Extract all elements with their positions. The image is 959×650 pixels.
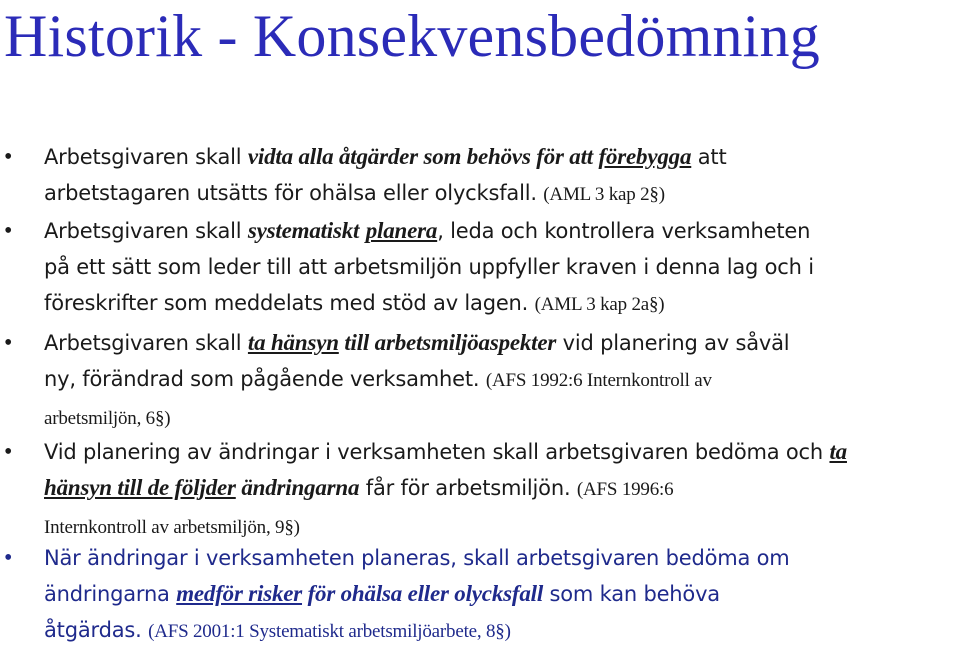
text-run: Arbetsgivaren skall bbox=[44, 145, 248, 169]
text-run: ändringarna bbox=[44, 582, 177, 606]
text-run: föreskrifter som meddelats med stöd av lagen. bbox=[44, 291, 535, 315]
emphasis-text: systematiskt bbox=[247, 218, 360, 243]
law-reference: (AFS 2001:1 Systematiskt arbetsmiljöarbete, 8§) bbox=[148, 621, 511, 642]
text-run: får för arbetsmiljön. bbox=[359, 476, 577, 500]
bullet-text bbox=[44, 213, 947, 323]
emphasis-text: ändringarna bbox=[235, 475, 360, 500]
text-run: ny, förändrad som pågående verksamhet. bbox=[44, 367, 486, 391]
bullet-dot: • bbox=[4, 144, 13, 170]
emphasis-underlined-text: förebygga bbox=[598, 144, 692, 169]
emphasis-text: till arbetsmiljöaspekter bbox=[338, 330, 557, 355]
emphasis-text: vidta alla åtgärder som behövs för att bbox=[247, 144, 599, 169]
bullet-dot: • bbox=[4, 439, 13, 465]
text-line: på ett sätt som leder till att arbetsmiljön uppfyller kraven i denna lag och i bbox=[44, 255, 814, 279]
text-run: vid planering av såväl bbox=[556, 331, 790, 355]
text-run: som kan behöva bbox=[543, 582, 720, 606]
emphasis-underlined-text: hänsyn till de följder bbox=[44, 475, 236, 500]
bullet-text bbox=[44, 325, 947, 437]
text-line: När ändringar i verksamheten planeras, skall arbetsgivaren bedöma om bbox=[44, 546, 790, 570]
law-reference: (AFS 1996:6 bbox=[576, 479, 674, 500]
bullet-text bbox=[44, 139, 947, 213]
emphasis-underlined-text: ta hänsyn bbox=[247, 330, 339, 355]
text-run: åtgärdas. bbox=[44, 618, 149, 642]
law-reference: (AFS 1992:6 Internkontroll av bbox=[485, 370, 712, 391]
bullet-dot: • bbox=[4, 218, 13, 244]
text-run: arbetstagaren utsätts för ohälsa eller olycksfall. bbox=[44, 181, 544, 205]
law-reference: (AML 3 kap 2a§) bbox=[534, 294, 665, 315]
emphasis-underlined-text: ta bbox=[829, 439, 847, 464]
bullet-dot: • bbox=[4, 330, 13, 356]
emphasis-underlined-text: medför risker bbox=[176, 581, 303, 606]
text-run: Vid planering av ändringar i verksamheten skall arbetsgivaren bedöma och bbox=[44, 440, 830, 464]
text-run: att bbox=[691, 145, 727, 169]
bullet-dot: • bbox=[4, 545, 13, 571]
bullet-text bbox=[44, 434, 947, 546]
text-run: , leda och kontrollera verksamheten bbox=[437, 219, 811, 243]
text-run: Arbetsgivaren skall bbox=[44, 219, 248, 243]
law-reference: arbetsmiljön, 6§) bbox=[44, 408, 171, 429]
page-title: Historik - Konsekvensbedömning bbox=[4, 3, 820, 69]
text-run: Arbetsgivaren skall bbox=[44, 331, 248, 355]
law-reference: (AML 3 kap 2§) bbox=[543, 184, 665, 205]
emphasis-underlined-text: planera bbox=[365, 218, 438, 243]
bullet-text bbox=[44, 540, 947, 650]
law-reference: Internkontroll av arbetsmiljön, 9§) bbox=[44, 517, 300, 538]
emphasis-text: för ohälsa eller olycksfall bbox=[302, 581, 544, 606]
